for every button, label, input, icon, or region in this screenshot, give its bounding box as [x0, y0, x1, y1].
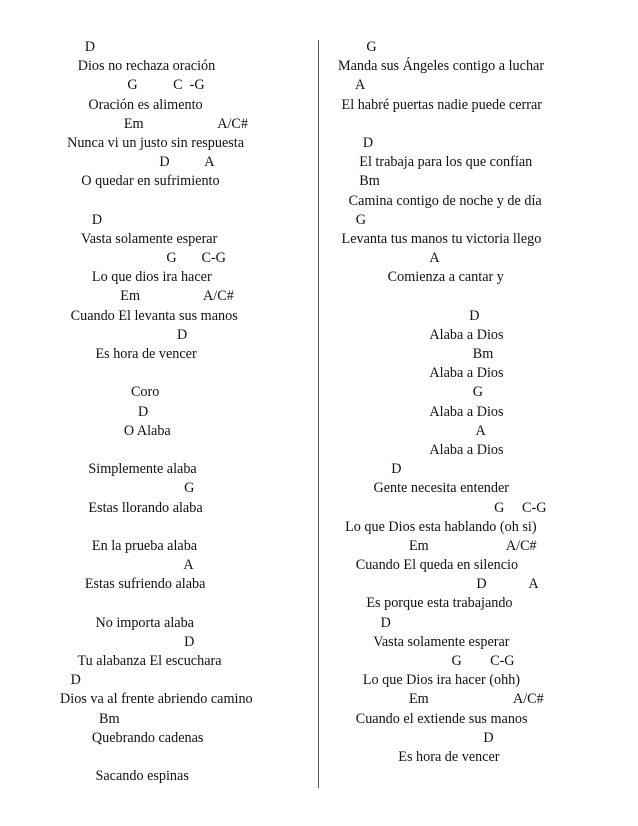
- left-column-line: Bm: [60, 710, 120, 727]
- right-column-line: Cuando El queda en silencio: [338, 557, 519, 574]
- left-column-line: Estas llorando alaba: [60, 499, 203, 516]
- right-column-line: Levanta tus manos tu victoria llego: [338, 230, 542, 247]
- right-column-line: Alaba a Dios: [338, 365, 504, 382]
- left-column-line: D: [60, 633, 195, 650]
- left-column-line: O quedar en sufrimiento: [60, 173, 220, 190]
- left-column-line: Estas sufriendo alaba: [60, 576, 206, 593]
- right-column-line: A: [338, 422, 486, 439]
- left-column-line: [60, 518, 300, 537]
- right-column-line: El trabaja para los que confían: [338, 154, 533, 171]
- left-column-line: D: [60, 326, 188, 343]
- right-column: [338, 38, 598, 767]
- right-column-line: Bm: [338, 173, 380, 190]
- left-column-line: D: [60, 211, 103, 228]
- right-column-line: Cuando el extiende sus manos: [338, 710, 528, 727]
- left-column-line: [60, 748, 300, 767]
- right-column-line: El habré puertas nadie puede cerrar: [338, 96, 543, 113]
- right-column-line: [338, 287, 598, 306]
- right-column-line: G: [338, 211, 366, 228]
- left-column-line: Sacando espinas: [60, 768, 189, 785]
- left-column-line: A: [60, 557, 194, 574]
- left-column-line: Simplemente alaba: [60, 461, 197, 478]
- left-column-line: Vasta solamente esperar: [60, 230, 218, 247]
- left-column-line: [60, 192, 300, 211]
- right-column-line: Comienza a cantar y: [338, 269, 504, 286]
- right-column-line: Alaba a Dios: [338, 403, 504, 420]
- right-column-line: A: [338, 250, 440, 267]
- left-column-line: D: [60, 403, 149, 420]
- right-column-line: D: [338, 614, 391, 631]
- left-column-line: D: [60, 39, 96, 55]
- right-column-line: Gente necesita entender: [338, 480, 509, 497]
- right-column-line: Manda sus Ángeles contigo a luchar: [338, 58, 545, 75]
- left-column-line: Dios va al frente abriendo camino: [60, 691, 253, 708]
- right-column-line: D: [338, 729, 494, 746]
- right-column-line: G: [338, 39, 377, 55]
- right-column-line: Lo que Dios ira hacer (ohh): [338, 672, 521, 689]
- column-divider: [318, 40, 319, 788]
- left-column-line: [60, 441, 300, 460]
- right-column-line: Bm: [338, 346, 494, 362]
- left-column-line: Em A/C#: [60, 288, 234, 305]
- right-column-line: D: [338, 307, 480, 324]
- left-column-line: G C-G: [60, 250, 226, 267]
- left-column-line: [60, 594, 300, 613]
- right-column-line: Lo que Dios esta hablando (oh si): [338, 518, 537, 535]
- left-column-line: D: [60, 672, 81, 689]
- left-column-line: Em A/C#: [60, 115, 248, 132]
- left-column-line: Nunca vi un justo sin respuesta: [60, 134, 245, 151]
- right-column-line: Alaba a Dios: [338, 326, 504, 343]
- right-column-line: G C-G: [338, 653, 515, 669]
- right-column-line: D: [338, 134, 374, 151]
- right-column-line: D A: [338, 576, 539, 593]
- left-column: [60, 38, 300, 786]
- left-column-line: O Alaba: [60, 422, 171, 439]
- left-column-line: Coro: [60, 384, 160, 401]
- left-column-line: Lo que dios ira hacer: [60, 269, 212, 286]
- left-column-line: Tu alabanza El escuchara: [60, 653, 222, 669]
- right-column-line: Es hora de vencer: [338, 748, 500, 765]
- left-column-line: Quebrando cadenas: [60, 729, 204, 746]
- left-column-line: G C -G: [60, 77, 205, 94]
- left-column-line: Dios no rechaza oración: [60, 58, 216, 75]
- right-column-line: Alaba a Dios: [338, 441, 504, 458]
- right-column-line: A: [338, 77, 366, 94]
- right-column-line: D: [338, 461, 402, 478]
- left-column-line: No importa alaba: [60, 614, 194, 631]
- right-column-line: Em A/C#: [338, 691, 544, 708]
- left-column-line: D A: [60, 154, 215, 171]
- left-column-line: G: [60, 480, 195, 497]
- right-column-line: G C-G: [338, 499, 547, 516]
- left-column-line: Cuando El levanta sus manos: [60, 307, 238, 324]
- right-column-line: [338, 115, 598, 134]
- right-column-line: Vasta solamente esperar: [338, 633, 510, 650]
- left-column-line: En la prueba alaba: [60, 537, 198, 554]
- right-column-line: Es porque esta trabajando: [338, 595, 513, 612]
- left-column-line: [60, 364, 300, 383]
- right-column-line: Camina contigo de noche y de día: [338, 192, 542, 209]
- left-column-line: Oración es alimento: [60, 96, 203, 113]
- left-column-line: Es hora de vencer: [60, 346, 197, 362]
- right-column-line: Em A/C#: [338, 537, 537, 554]
- right-column-line: G: [338, 384, 484, 401]
